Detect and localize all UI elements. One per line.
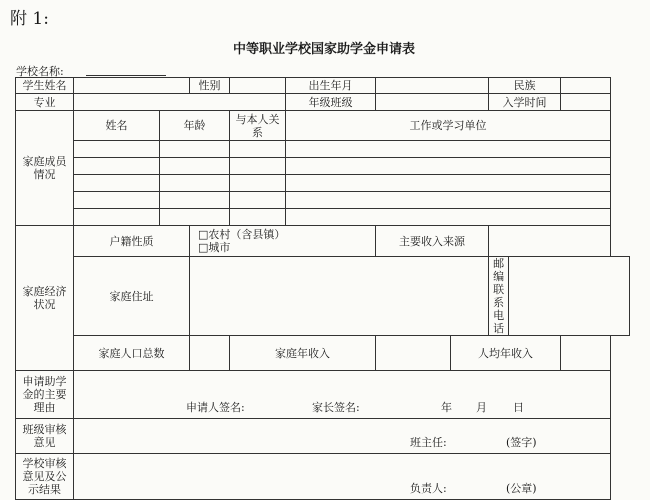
member-relation-header: 与本人关系	[230, 111, 286, 141]
member-work-cell[interactable]	[286, 141, 611, 158]
grade-class-label: 年级班级	[286, 94, 376, 111]
school-name-line	[86, 75, 166, 76]
enroll-time-field[interactable]	[561, 94, 611, 111]
school-review-field[interactable]	[74, 454, 611, 500]
leader-label: 负责人:	[410, 482, 447, 495]
day-label: 日	[513, 401, 524, 414]
per-capita-label: 人均年收入	[451, 336, 561, 371]
ethnicity-label: 民族	[489, 78, 561, 94]
birth-date-field[interactable]	[376, 78, 489, 94]
member-relation-cell[interactable]	[230, 158, 286, 175]
birth-date-label: 出生年月	[286, 78, 376, 94]
member-relation-cell[interactable]	[230, 192, 286, 209]
postcode-phone-field[interactable]	[509, 257, 630, 336]
applicant-sign-label: 申请人签名:	[186, 401, 245, 414]
member-name-cell[interactable]	[74, 175, 160, 192]
household-size-label: 家庭人口总数	[74, 336, 190, 371]
school-review-label: 学校审核意见及公示结果	[16, 454, 74, 500]
student-name-field[interactable]	[74, 78, 190, 94]
member-relation-cell[interactable]	[230, 141, 286, 158]
member-age-cell[interactable]	[160, 192, 230, 209]
rural-checkbox[interactable]: □农村（含县镇）	[198, 228, 286, 241]
gender-label: 性别	[190, 78, 230, 94]
appendix-label: 附 1:	[10, 9, 49, 29]
member-name-cell[interactable]	[74, 141, 160, 158]
student-name-label: 学生姓名	[16, 78, 74, 94]
member-age-cell[interactable]	[160, 175, 230, 192]
member-work-cell[interactable]	[286, 175, 611, 192]
class-review-label: 班级审核意见	[16, 419, 74, 454]
reason-field[interactable]	[74, 371, 611, 419]
annual-income-label: 家庭年收入	[230, 336, 376, 371]
annual-income-field[interactable]	[376, 336, 451, 371]
member-age-header: 年龄	[160, 111, 230, 141]
form-title: 中等职业学校国家助学金申请表	[233, 42, 416, 57]
class-review-field[interactable]	[74, 419, 611, 454]
income-source-label: 主要收入来源	[376, 226, 489, 257]
member-relation-cell[interactable]	[230, 209, 286, 226]
household-size-field[interactable]	[190, 336, 230, 371]
application-form	[15, 77, 630, 496]
member-name-cell[interactable]	[74, 192, 160, 209]
ethnicity-field[interactable]	[561, 78, 611, 94]
school-name-label: 学校名称:	[16, 65, 64, 78]
reason-label: 申请助学金的主要理由	[16, 371, 74, 419]
hukou-options	[190, 226, 376, 257]
family-members-label: 家庭成员情况	[16, 111, 74, 226]
member-relation-cell[interactable]	[230, 175, 286, 192]
teacher-sign-note: (签字)	[506, 436, 537, 449]
teacher-label: 班主任:	[410, 436, 447, 449]
member-name-cell[interactable]	[74, 158, 160, 175]
year-label: 年	[441, 401, 452, 414]
member-work-cell[interactable]	[286, 158, 611, 175]
major-label: 专业	[16, 94, 74, 111]
income-source-field[interactable]	[489, 226, 611, 257]
member-work-cell[interactable]	[286, 192, 611, 209]
address-field[interactable]	[190, 257, 489, 336]
member-name-cell[interactable]	[74, 209, 160, 226]
urban-checkbox[interactable]: □城市	[198, 241, 231, 254]
grade-class-field[interactable]	[376, 94, 489, 111]
member-work-header: 工作或学习单位	[286, 111, 611, 141]
member-age-cell[interactable]	[160, 209, 230, 226]
member-work-cell[interactable]	[286, 209, 611, 226]
major-field[interactable]	[74, 94, 286, 111]
member-age-cell[interactable]	[160, 141, 230, 158]
enroll-time-label: 入学时间	[489, 94, 561, 111]
address-label: 家庭住址	[74, 257, 190, 336]
family-economy-label: 家庭经济状况	[16, 226, 74, 371]
postcode-phone-label: 邮编联系电话	[489, 257, 509, 336]
member-age-cell[interactable]	[160, 158, 230, 175]
per-capita-field[interactable]	[561, 336, 611, 371]
gender-field[interactable]	[230, 78, 286, 94]
month-label: 月	[476, 401, 487, 414]
member-name-header: 姓名	[74, 111, 160, 141]
seal-note: (公章)	[506, 482, 537, 495]
parent-sign-label: 家长签名:	[312, 401, 360, 414]
hukou-label: 户籍性质	[74, 226, 190, 257]
